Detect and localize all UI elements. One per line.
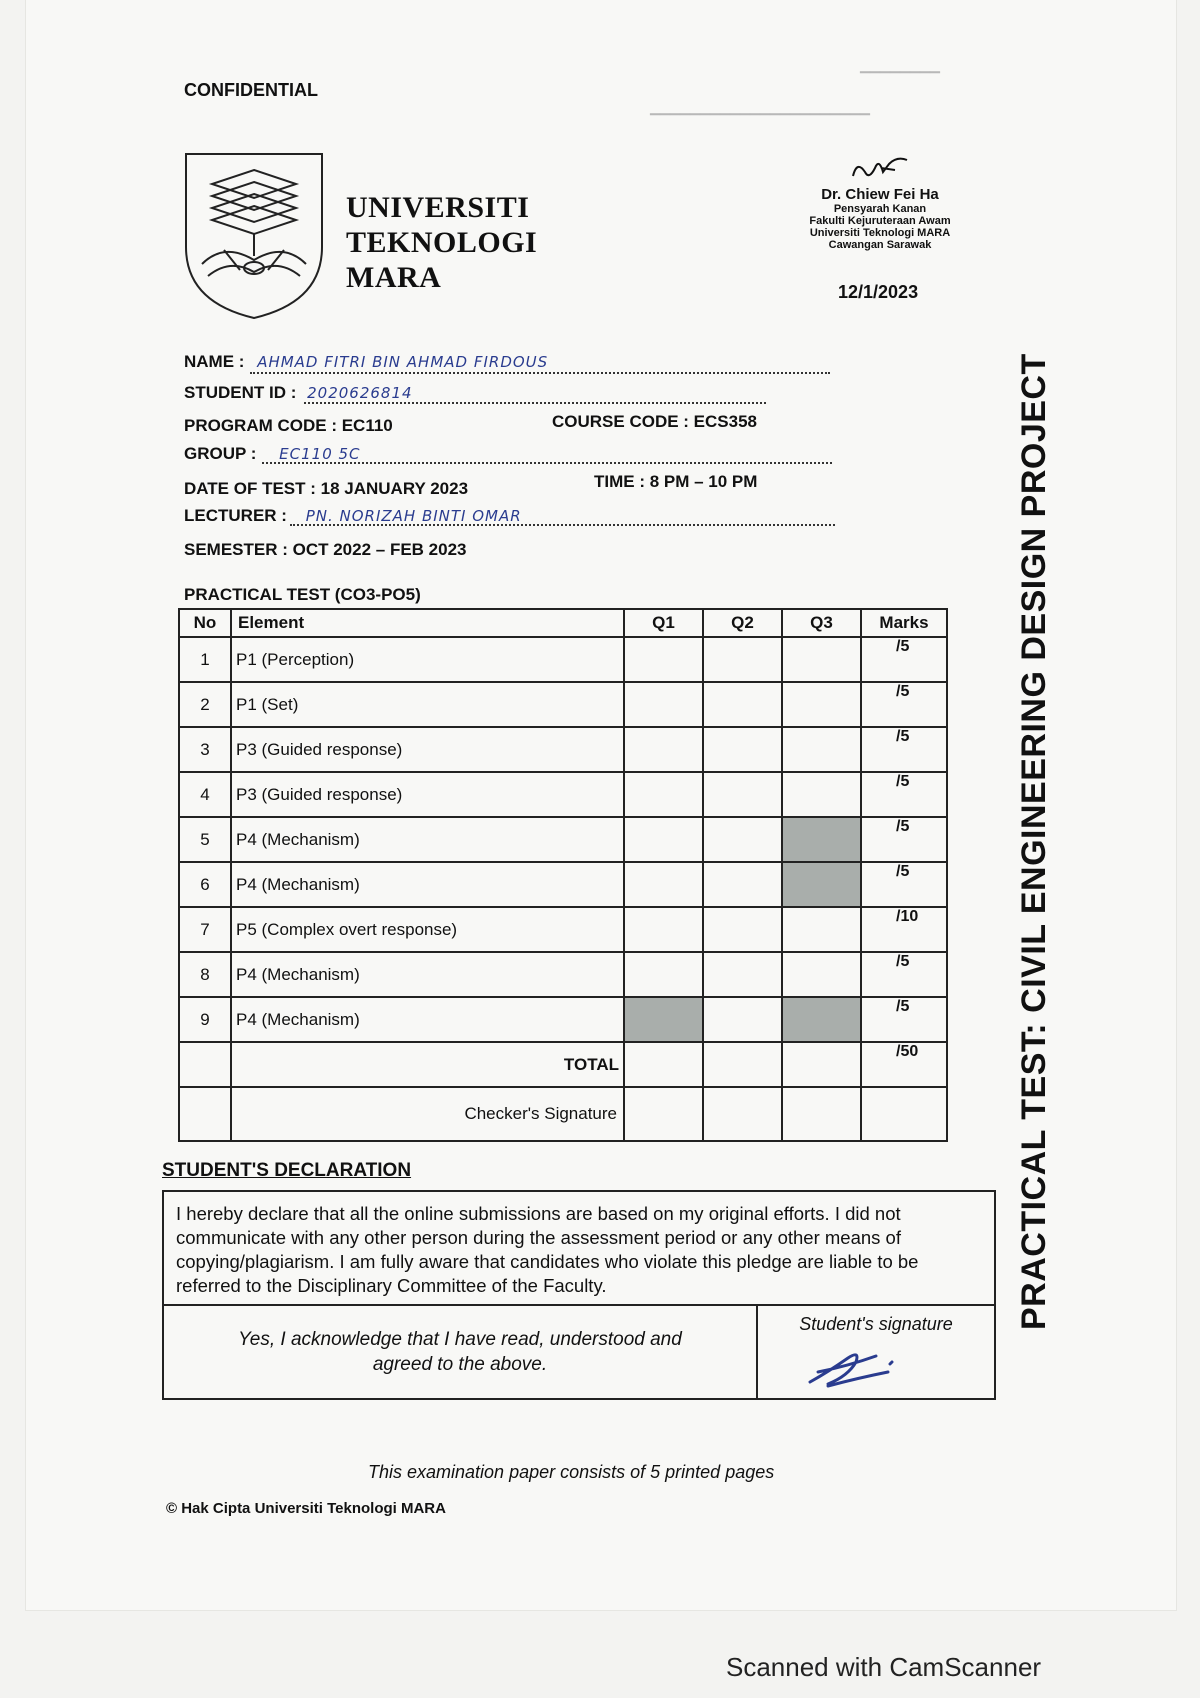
q2-cell xyxy=(703,817,782,862)
lecturer-value: PN. NORIZAH BINTI OMAR xyxy=(305,507,522,525)
stamp-line: Universiti Teknologi MARA xyxy=(809,227,951,239)
table-row xyxy=(179,727,947,772)
q1-cell xyxy=(624,682,703,727)
semester: SEMESTER : OCT 2022 – FEB 2023 xyxy=(184,540,467,559)
row-no: 4 xyxy=(179,772,231,817)
student-signature-cell xyxy=(758,1306,994,1398)
stamp-name: Dr. Chiew Fei Ha xyxy=(821,186,939,203)
copyright: © Hak Cipta Universiti Teknologi MARA xyxy=(166,1500,446,1517)
declaration-title: STUDENT'S DECLARATION xyxy=(162,1160,412,1181)
row-no: 2 xyxy=(179,682,231,727)
lecturer-dotted-line xyxy=(290,524,835,526)
q3-cell xyxy=(782,772,861,817)
q1-cell xyxy=(624,907,703,952)
q2-checker-cell xyxy=(703,1087,782,1141)
q3-cell xyxy=(782,907,861,952)
stamp-line: Cawangan Sarawak xyxy=(828,239,932,251)
name-row xyxy=(184,352,548,372)
row-marks: /5 xyxy=(861,952,947,997)
row-element: P4 (Mechanism) xyxy=(231,817,624,862)
q2-cell xyxy=(703,952,782,997)
q1-cell xyxy=(624,772,703,817)
q2-cell xyxy=(703,862,782,907)
q3-cell-shaded xyxy=(782,997,861,1042)
student-id-label: STUDENT ID : xyxy=(184,383,297,402)
row-element: P1 (Set) xyxy=(231,682,624,727)
date-of-test: DATE OF TEST : 18 JANUARY 2023 xyxy=(184,479,469,498)
header-element: Element xyxy=(231,609,624,637)
q3-checker-cell xyxy=(782,1087,861,1141)
marks-table xyxy=(178,608,948,1142)
q3-cell xyxy=(782,682,861,727)
table-row xyxy=(179,682,947,727)
student-id-value: 2020626814 xyxy=(307,384,413,402)
row-no: 6 xyxy=(179,862,231,907)
bleed-through-text: ▁▁▁▁▁▁▁▁ xyxy=(860,58,940,73)
uitm-logo xyxy=(184,152,324,320)
row-marks: /5 xyxy=(861,727,947,772)
marks-checker-cell xyxy=(861,1087,947,1141)
name-dotted-line xyxy=(250,372,830,374)
group-value: EC110 5C xyxy=(279,445,361,463)
stamp-line: Fakulti Kejuruteraan Awam xyxy=(809,215,951,227)
stamp-line: Pensyarah Kanan xyxy=(833,203,927,215)
student-signature xyxy=(798,1342,908,1392)
program-code: PROGRAM CODE : EC110 xyxy=(184,416,393,435)
row-element: P3 (Guided response) xyxy=(231,772,624,817)
table-row xyxy=(179,952,947,997)
test-time: TIME : 8 PM – 10 PM xyxy=(594,472,758,491)
group-label: GROUP : xyxy=(184,444,257,463)
name-value: AHMAD FITRI BIN AHMAD FIRDOUS xyxy=(257,353,549,371)
row-element: P4 (Mechanism) xyxy=(231,862,624,907)
university-name xyxy=(346,190,537,295)
q2-cell xyxy=(703,907,782,952)
acknowledgement-text xyxy=(164,1306,758,1398)
row-marks: /5 xyxy=(861,997,947,1042)
row-marks: /10 xyxy=(861,907,947,952)
q3-cell xyxy=(782,727,861,772)
row-marks: /5 xyxy=(861,682,947,727)
practical-test-title: PRACTICAL TEST (CO3-PO5) xyxy=(184,585,421,604)
q1-total-cell xyxy=(624,1042,703,1087)
header-q3: Q3 xyxy=(782,609,861,637)
student-id-row xyxy=(184,383,413,403)
q2-cell xyxy=(703,727,782,772)
q2-cell xyxy=(703,997,782,1042)
lecturer-stamp xyxy=(780,150,980,251)
row-element: P3 (Guided response) xyxy=(231,727,624,772)
header-q1: Q1 xyxy=(624,609,703,637)
table-row xyxy=(179,817,947,862)
row-marks: /5 xyxy=(861,637,947,682)
table-row xyxy=(179,907,947,952)
row-element: P4 (Mechanism) xyxy=(231,997,624,1042)
header-no: No xyxy=(179,609,231,637)
declaration-box xyxy=(162,1190,996,1400)
row-element: P1 (Perception) xyxy=(231,637,624,682)
checker-row xyxy=(179,1087,947,1141)
q3-total-cell xyxy=(782,1042,861,1087)
university-name-line: MARA xyxy=(346,261,442,294)
handwritten-initials xyxy=(845,150,915,186)
student-id-dotted-line xyxy=(304,402,766,404)
q1-cell-shaded xyxy=(624,997,703,1042)
row-no: 3 xyxy=(179,727,231,772)
pages-note: This examination paper consists of 5 printed pages xyxy=(368,1462,775,1482)
total-label: TOTAL xyxy=(231,1042,624,1087)
q2-cell xyxy=(703,637,782,682)
lecturer-row xyxy=(184,506,522,526)
declaration-text: I hereby declare that all the online submissions are based on my original efforts. I did not communicate with any other person during the assessment period or any other means of copying/plagiarism. I am fully aware that candidates who violate this pledge are liable to be referred to the Disciplinary Committee of the Faculty. xyxy=(164,1192,994,1306)
row-marks: /5 xyxy=(861,862,947,907)
stamp-date: 12/1/2023 xyxy=(838,282,919,302)
q3-cell-shaded xyxy=(782,817,861,862)
total-row xyxy=(179,1042,947,1087)
vertical-title: PRACTICAL TEST: CIVIL ENGINEERING DESIGN PROJECT xyxy=(1015,353,1053,1330)
university-name-line: TEKNOLOGI xyxy=(346,226,538,259)
row-no: 8 xyxy=(179,952,231,997)
row-marks: /5 xyxy=(861,817,947,862)
declaration-acknowledgement-row xyxy=(164,1306,994,1398)
name-label: NAME : xyxy=(184,352,245,371)
acknowledgement-label: Yes, I acknowledge that I have read, understood and agreed to the above. xyxy=(238,1329,682,1375)
checker-signature-label: Checker's Signature xyxy=(231,1087,624,1141)
row-no: 5 xyxy=(179,817,231,862)
student-signature-label: Student's signature xyxy=(799,1314,953,1334)
header-marks: Marks xyxy=(861,609,947,637)
header-q2: Q2 xyxy=(703,609,782,637)
row-no: 7 xyxy=(179,907,231,952)
q2-total-cell xyxy=(703,1042,782,1087)
total-marks: /50 xyxy=(861,1042,947,1087)
q3-cell xyxy=(782,637,861,682)
table-row xyxy=(179,997,947,1042)
checker-no-cell xyxy=(179,1087,231,1141)
row-marks: /5 xyxy=(861,772,947,817)
university-name-line: UNIVERSITI xyxy=(346,191,530,224)
q2-cell xyxy=(703,772,782,817)
bleed-through-text: ▁▁▁▁▁▁▁▁▁▁▁▁▁▁▁▁▁▁▁▁▁▁ xyxy=(650,100,870,115)
q1-cell xyxy=(624,952,703,997)
row-no: 9 xyxy=(179,997,231,1042)
q3-cell-shaded xyxy=(782,862,861,907)
group-row xyxy=(184,444,361,464)
row-element: P5 (Complex overt response) xyxy=(231,907,624,952)
row-element: P4 (Mechanism) xyxy=(231,952,624,997)
course-code: COURSE CODE : ECS358 xyxy=(552,412,757,431)
marks-table-header xyxy=(179,609,947,637)
total-no-cell xyxy=(179,1042,231,1087)
q2-cell xyxy=(703,682,782,727)
q1-cell xyxy=(624,862,703,907)
q1-cell xyxy=(624,727,703,772)
q1-checker-cell xyxy=(624,1087,703,1141)
row-no: 1 xyxy=(179,637,231,682)
table-row xyxy=(179,637,947,682)
table-row xyxy=(179,862,947,907)
camscanner-watermark: Scanned with CamScanner xyxy=(726,1652,1042,1682)
q3-cell xyxy=(782,952,861,997)
confidential-label: CONFIDENTIAL xyxy=(184,80,318,100)
q1-cell xyxy=(624,817,703,862)
group-dotted-line xyxy=(262,462,832,464)
table-row xyxy=(179,772,947,817)
q1-cell xyxy=(624,637,703,682)
lecturer-label: LECTURER : xyxy=(184,506,287,525)
